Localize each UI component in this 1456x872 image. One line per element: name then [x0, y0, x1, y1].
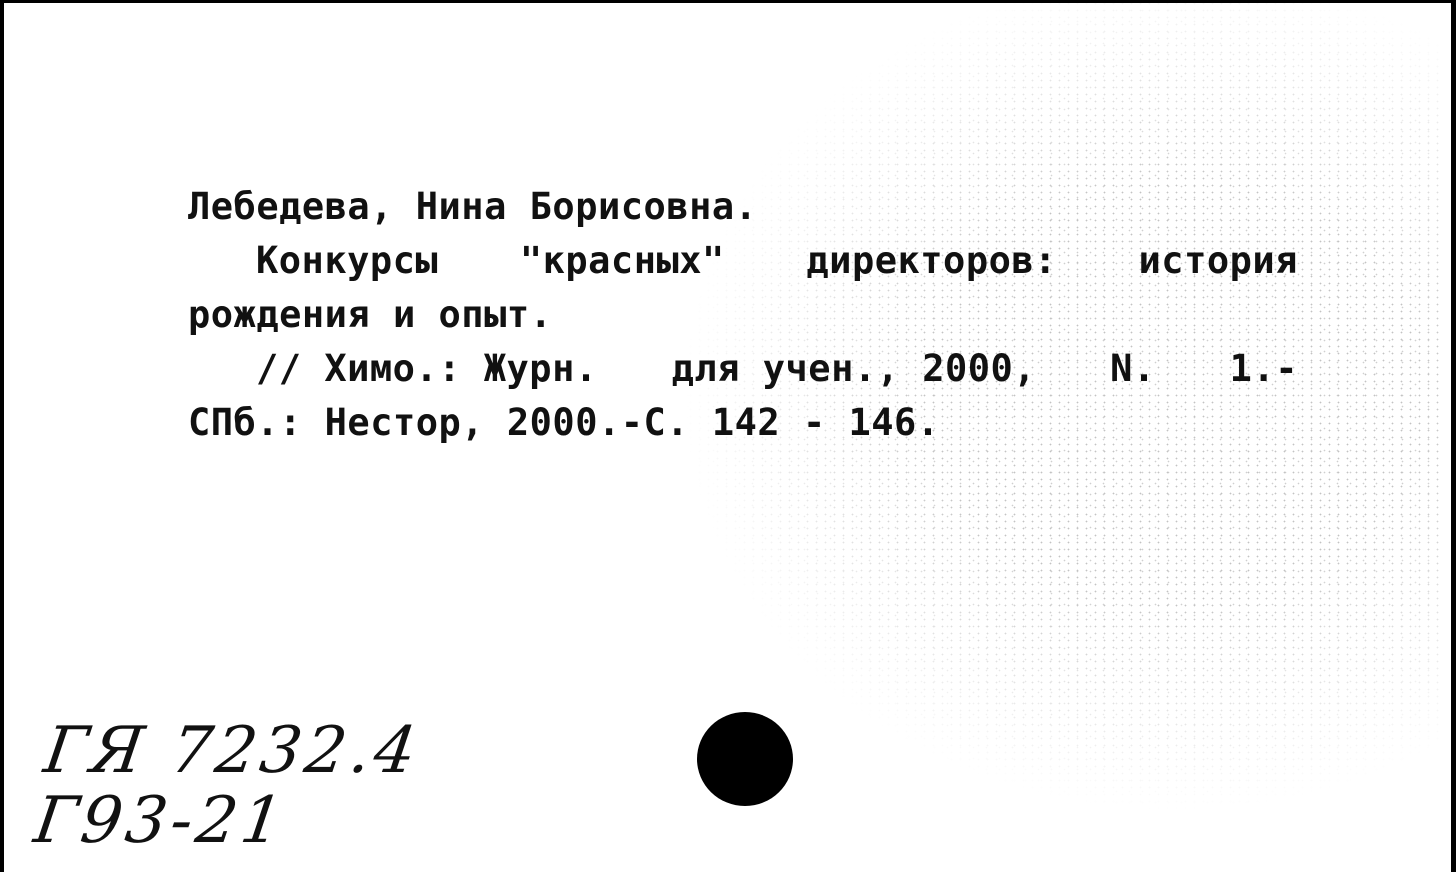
source-line-1 — [188, 342, 1298, 396]
handwritten-shelfmark — [30, 716, 424, 856]
source-part: // Химо.: Журн. — [256, 347, 598, 390]
shelfmark-line-2: Г93-21 — [29, 784, 292, 858]
author-line: Лебедева, Нина Борисовна. — [188, 185, 758, 228]
shelfmark-line-1: ГЯ 7232.4 — [39, 714, 425, 788]
title-line-1 — [188, 234, 1298, 288]
card-right-edge — [1451, 0, 1456, 872]
title-line-2: рождения и опыт. — [188, 293, 553, 336]
punch-hole — [697, 712, 793, 806]
bibliographic-entry — [188, 180, 1298, 450]
title-word: директоров: — [806, 239, 1057, 282]
title-word: история — [1138, 239, 1298, 282]
source-part: 1.- — [1229, 347, 1298, 390]
source-line-2: СПб.: Нестор, 2000.-С. 142 - 146. — [188, 401, 940, 444]
title-word: Конкурсы — [256, 239, 439, 282]
title-word: "красных" — [519, 239, 725, 282]
source-part: для учен., 2000, — [671, 347, 1037, 390]
card-left-edge — [0, 0, 4, 872]
source-part: N. — [1110, 347, 1156, 390]
